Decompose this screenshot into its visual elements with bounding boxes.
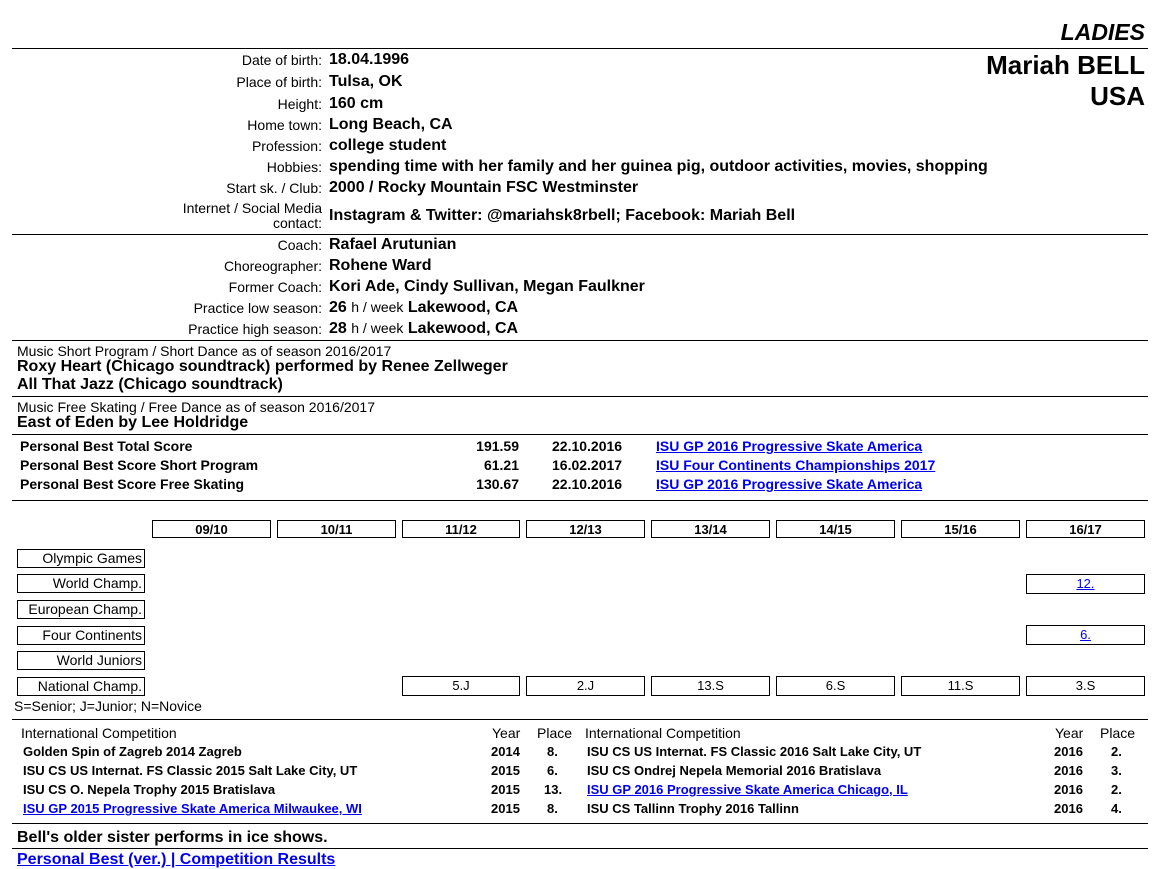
pb-date: 16.02.2017 [552,457,623,473]
practice-high-place: Lakewood, CA [407,320,519,337]
intl-comp-link[interactable]: ISU GP 2015 Progressive Skate America Milwaukee, WI [23,801,362,816]
champ-world-juniors: World Juniors [17,651,145,670]
result-cell: 11.S [901,676,1020,696]
practice-low-unit: h / week [351,299,404,315]
former-coach-value: Kori Ade, Cindy Sullivan, Megan Faulkner [329,278,645,295]
pb-score: 61.21 [483,457,519,473]
fs-music-line1: East of Eden by Lee Holdridge [17,414,249,431]
pb-event-link[interactable]: ISU GP 2016 Progressive Skate America [656,438,923,454]
club-value: 2000 / Rocky Mountain FSC Westminster [329,179,639,196]
intl-comp-place: 2. [1111,744,1122,759]
pb-label: Personal Best Total Score [20,438,193,454]
divider [12,848,1148,849]
result-cell: 3.S [1026,676,1145,696]
intl-comp-year: 2016 [1054,763,1083,778]
divider [12,500,1148,501]
hometown-value: Long Beach, CA [329,116,453,133]
profession-label: Profession: [251,138,322,154]
practice-low-hours: 26 [329,299,347,316]
skater-block [986,50,1145,112]
practice-low-place: Lakewood, CA [407,299,519,316]
skater-nation: USA [1090,81,1145,111]
intl-comp-name: Golden Spin of Zagreb 2014 Zagreb [23,744,242,759]
divider [12,823,1148,824]
result-link[interactable]: 6. [1080,627,1091,642]
intl-comp-name: ISU CS O. Nepela Trophy 2015 Bratislava [23,782,276,797]
social-label-line1: Internet / Social Media [182,200,322,216]
coach-label: Coach: [277,237,322,253]
season-header: 13/14 [651,520,770,538]
fs-music-heading: Music Free Skating / Free Dance as of season 2016/2017 [17,399,375,415]
pb-date: 22.10.2016 [552,438,623,454]
intl-comp-place: 6. [547,763,558,778]
coach-value: Rafael Arutunian [329,236,457,253]
former-coach-label: Former Coach: [228,279,322,295]
intl-comp-year: 2016 [1054,801,1083,816]
result-link[interactable]: 12. [1076,576,1095,591]
intl-col-competition: International Competition [21,725,177,741]
champ-world: World Champ. [17,574,145,593]
divider [12,340,1148,341]
result-cell [1026,625,1145,645]
intl-comp-link[interactable]: ISU GP 2016 Progressive Skate America Chicago, IL [587,782,908,797]
social-label [183,201,322,231]
intl-comp-year: 2014 [491,744,520,759]
intl-col-competition: International Competition [585,725,741,741]
intl-comp-place: 8. [547,744,558,759]
result-cell: 5.J [402,676,520,696]
intl-comp-name: ISU CS US Internat. FS Classic 2016 Salt Lake City, UT [587,744,922,759]
champ-four-continents: Four Continents [17,626,145,645]
footer-results-link[interactable]: Personal Best (ver.) | Competition Results [17,851,336,868]
pb-label: Personal Best Score Short Program [20,457,259,473]
dob-label: Date of birth: [241,52,322,68]
pb-score: 191.59 [476,438,519,454]
intl-comp-year: 2015 [491,782,520,797]
intl-comp-name: ISU CS US Internat. FS Classic 2015 Salt Lake City, UT [23,763,358,778]
intl-comp-place: 4. [1111,801,1122,816]
choreographer-label: Choreographer: [223,258,322,274]
result-cell: 13.S [651,676,770,696]
intl-comp-year: 2015 [491,801,520,816]
height-label: Height: [277,96,322,112]
divider [12,396,1148,397]
pb-event-link[interactable]: ISU GP 2016 Progressive Skate America [656,476,923,492]
hobbies-value: spending time with her family and her guinea pig, outdoor activities, movies, shopping [329,158,988,175]
dob-value: 18.04.1996 [329,51,410,68]
champ-national: National Champ. [17,677,145,696]
intl-col-place: Place [1100,725,1136,741]
height-value: 160 cm [329,95,384,112]
profession-value: college student [329,137,447,154]
intl-col-year: Year [1055,725,1084,741]
intl-comp-year: 2016 [1054,744,1083,759]
divider [12,48,1148,49]
intl-comp-place: 2. [1111,782,1122,797]
champ-european: European Champ. [17,600,145,619]
intl-col-place: Place [537,725,573,741]
intl-comp-name: ISU CS Ondrej Nepela Memorial 2016 Bratislava [587,763,882,778]
intl-comp-place: 3. [1111,763,1122,778]
divider [12,234,1148,235]
skater-name: Mariah BELL [986,50,1145,80]
divider [12,719,1148,720]
intl-comp-year: 2015 [491,763,520,778]
practice-high-label: Practice high season: [188,321,322,337]
social-value: Instagram & Twitter: @mariahsk8rbell; Facebook: Mariah Bell [329,207,796,224]
champ-olympic-games: Olympic Games [17,549,145,568]
practice-high-value [329,320,518,338]
pb-event-link[interactable]: ISU Four Continents Championships 2017 [656,457,936,473]
pb-label: Personal Best Score Free Skating [20,476,245,492]
social-label-line2: contact: [272,215,322,231]
pb-score: 130.67 [476,476,519,492]
category-title: LADIES [1060,19,1145,45]
intl-comp-place: 13. [544,782,563,797]
practice-low-value [329,299,518,317]
pb-date: 22.10.2016 [552,476,623,492]
biography-note: Bell's older sister performs in ice shows. [17,829,328,846]
level-legend: S=Senior; J=Junior; N=Novice [14,698,202,714]
hobbies-label: Hobbies: [266,159,322,175]
practice-low-label: Practice low season: [193,300,322,316]
season-header: 11/12 [402,520,520,538]
result-cell: 6.S [776,676,895,696]
season-header: 12/13 [526,520,645,538]
pob-label: Place of birth: [236,74,322,90]
season-header: 10/11 [277,520,396,538]
sp-music-line1: Roxy Heart (Chicago soundtrack) performed by Renee Zellweger [17,358,508,375]
season-header: 09/10 [152,520,271,538]
season-header: 14/15 [776,520,895,538]
pob-value: Tulsa, OK [329,73,403,90]
choreographer-value: Rohene Ward [329,257,432,274]
result-cell [1026,574,1145,594]
season-header: 15/16 [901,520,1020,538]
divider [12,434,1148,435]
intl-comp-place: 8. [547,801,558,816]
hometown-label: Home town: [247,117,322,133]
sp-music-heading: Music Short Program / Short Dance as of season 2016/2017 [17,343,392,359]
practice-high-hours: 28 [329,320,347,337]
sp-music-line2: All That Jazz (Chicago soundtrack) [17,376,283,393]
season-header: 16/17 [1026,520,1145,538]
result-cell: 2.J [526,676,645,696]
intl-comp-year: 2016 [1054,782,1083,797]
club-label: Start sk. / Club: [226,180,322,196]
intl-col-year: Year [492,725,521,741]
practice-high-unit: h / week [351,320,404,336]
intl-comp-name: ISU CS Tallinn Trophy 2016 Tallinn [587,801,799,816]
